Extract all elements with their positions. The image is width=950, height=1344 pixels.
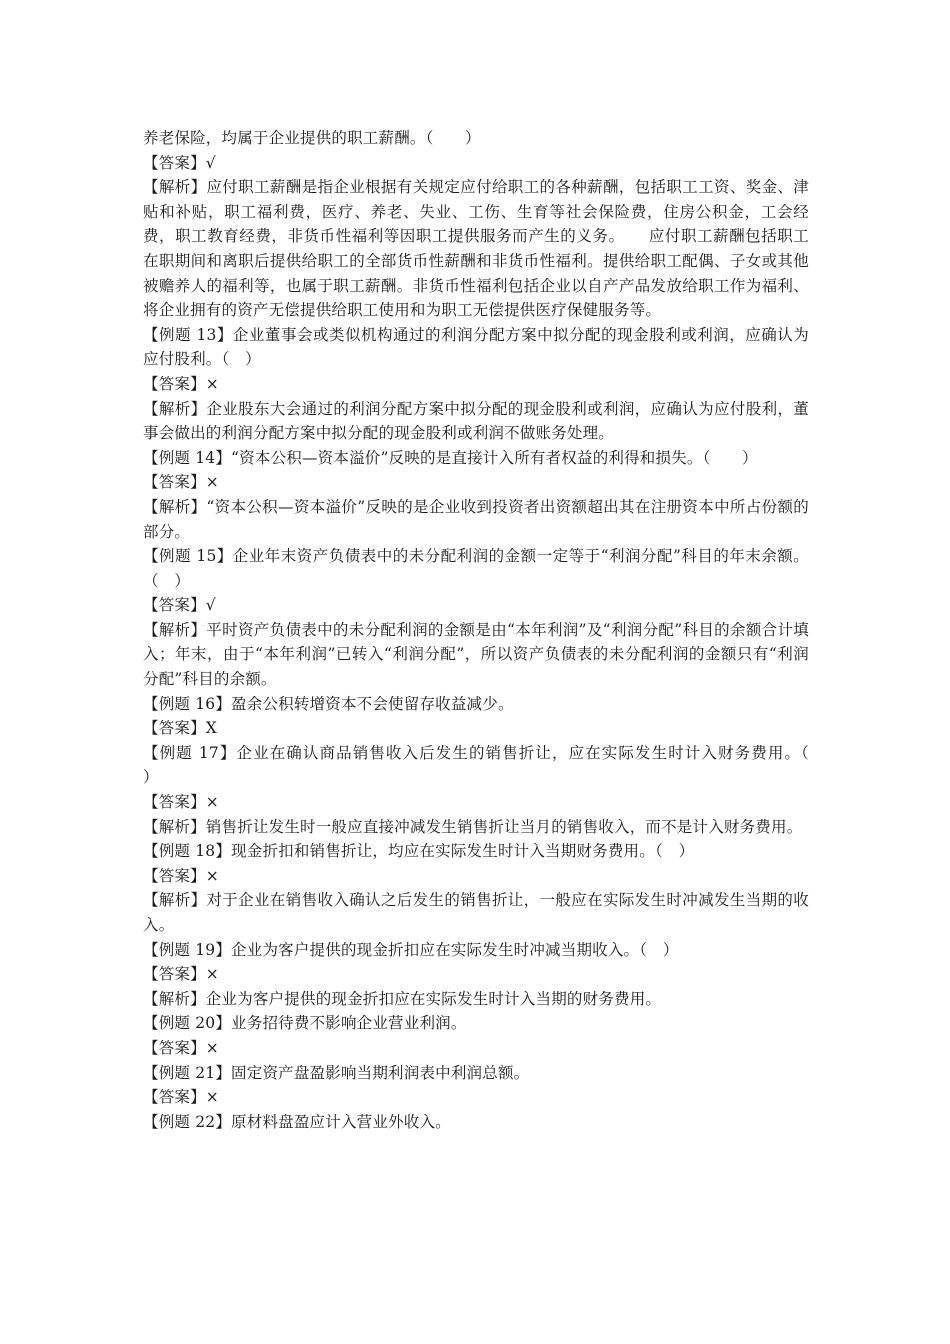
example-question-21: 【例题 21】固定资产盘盈影响当期利润表中利润总额。 <box>143 1063 530 1082</box>
explanation-paragraph: 【解析】对于企业在销售收入确认之后发生的销售折让，一般应在实际发生时冲减发生当期的收入。 <box>143 891 809 934</box>
explanation-paragraph: 【解析】企业股东大会通过的利润分配方案中拟分配的现金股利或利润，应确认为应付股利，董事会做出的利润分配方案中拟分配的现金股利或利润不做账务处理。 <box>143 399 809 443</box>
answer-line: 【答案】× <box>143 793 219 812</box>
example-question-19: 【例题 19】企业为客户提供的现金折扣应在实际发生时冲减当期收入。（ ） <box>143 940 679 959</box>
example-question-22: 【例题 22】原材料盘盈应计入营业外收入。 <box>143 1112 451 1131</box>
answer-line: 【答案】× <box>143 1038 219 1057</box>
explanation-paragraph: 【解析】销售折让发生时一般应直接冲减发生销售折让当月的销售收入，而不是计入财务费用。 <box>143 817 803 836</box>
answer-line: 【答案】× <box>143 473 219 492</box>
answer-line: 【答案】× <box>143 965 219 984</box>
example-question-13: 【例题 13】企业董事会或类似机构通过的利润分配方案中拟分配的现金股利或利润，应确认为应付股利。（ ） <box>143 325 809 369</box>
example-question-15: 【例题 15】企业年末资产负债表中的未分配利润的金额一定等于“利润分配”科目的年末余额。（ ） <box>143 547 809 590</box>
explanation-paragraph: 【解析】“资本公积—资本溢价”反映的是企业收到投资者出资额超出其在注册资本中所占份额的部分。 <box>143 497 809 541</box>
answer-line: 【答案】× <box>143 866 219 885</box>
answer-line: 【答案】√ <box>143 153 216 172</box>
explanation-paragraph: 【解析】平时资产负债表中的未分配利润的金额是由“本年利润”及“利润分配”科目的余额合计填入；年末，由于“本年利润”已转入“利润分配”，所以资产负债表的未分配利润的金额只有“利润分配”科目的余额。 <box>143 620 809 689</box>
answer-line: 【答案】× <box>143 374 219 393</box>
explanation-paragraph: 【解析】企业为客户提供的现金折扣应在实际发生时计入当期的财务费用。 <box>143 989 662 1008</box>
answer-line: 【答案】X <box>143 719 218 738</box>
answer-line: 【答案】√ <box>143 596 216 615</box>
answer-line: 【答案】× <box>143 1088 219 1107</box>
example-question-17: 【例题 17】企业在确认商品销售收入后发生的销售折让，应在实际发生时计入财务费用。（ ） <box>143 743 841 787</box>
explanation-paragraph: 【解析】应付职工薪酬是指企业根据有关规定应付给职工的各种薪酬，包括职工工资、奖金、津贴和补贴，职工福利费，医疗、养老、失业、工伤、生育等社会保险费，住房公积金，工会经费，职工教育经费，非货币性福利等因职工提供服务而产生的义务。 应付职工薪酬包括职工在职期间和离职后提供给职工的全部货币性薪酬和非货币性福利。提供给职工配偶、子女或其他被赡养人的福利等，也属于职工薪酬。非货币性福利包括企业以自产产品发放给职工作为福利、将企业拥有的资产无偿提供给职工使用和为职工无偿提供医疗保健服务等。 <box>143 178 809 320</box>
example-question-14: 【例题 14】“资本公积—资本溢价”反映的是直接计入所有者权益的利得和损失。（ ） <box>143 448 758 467</box>
paragraph: 养老保险，均属于企业提供的职工薪酬。（ ） <box>143 129 481 147</box>
example-question-16: 【例题 16】盈余公积转增资本不会使留存收益减少。 <box>143 694 514 713</box>
document-body <box>143 126 841 1134</box>
example-question-18: 【例题 18】现金折扣和销售折让，均应在实际发生时计入当期财务费用。（ ） <box>143 842 695 861</box>
example-question-20: 【例题 20】业务招待费不影响企业营业利润。 <box>143 1014 467 1033</box>
